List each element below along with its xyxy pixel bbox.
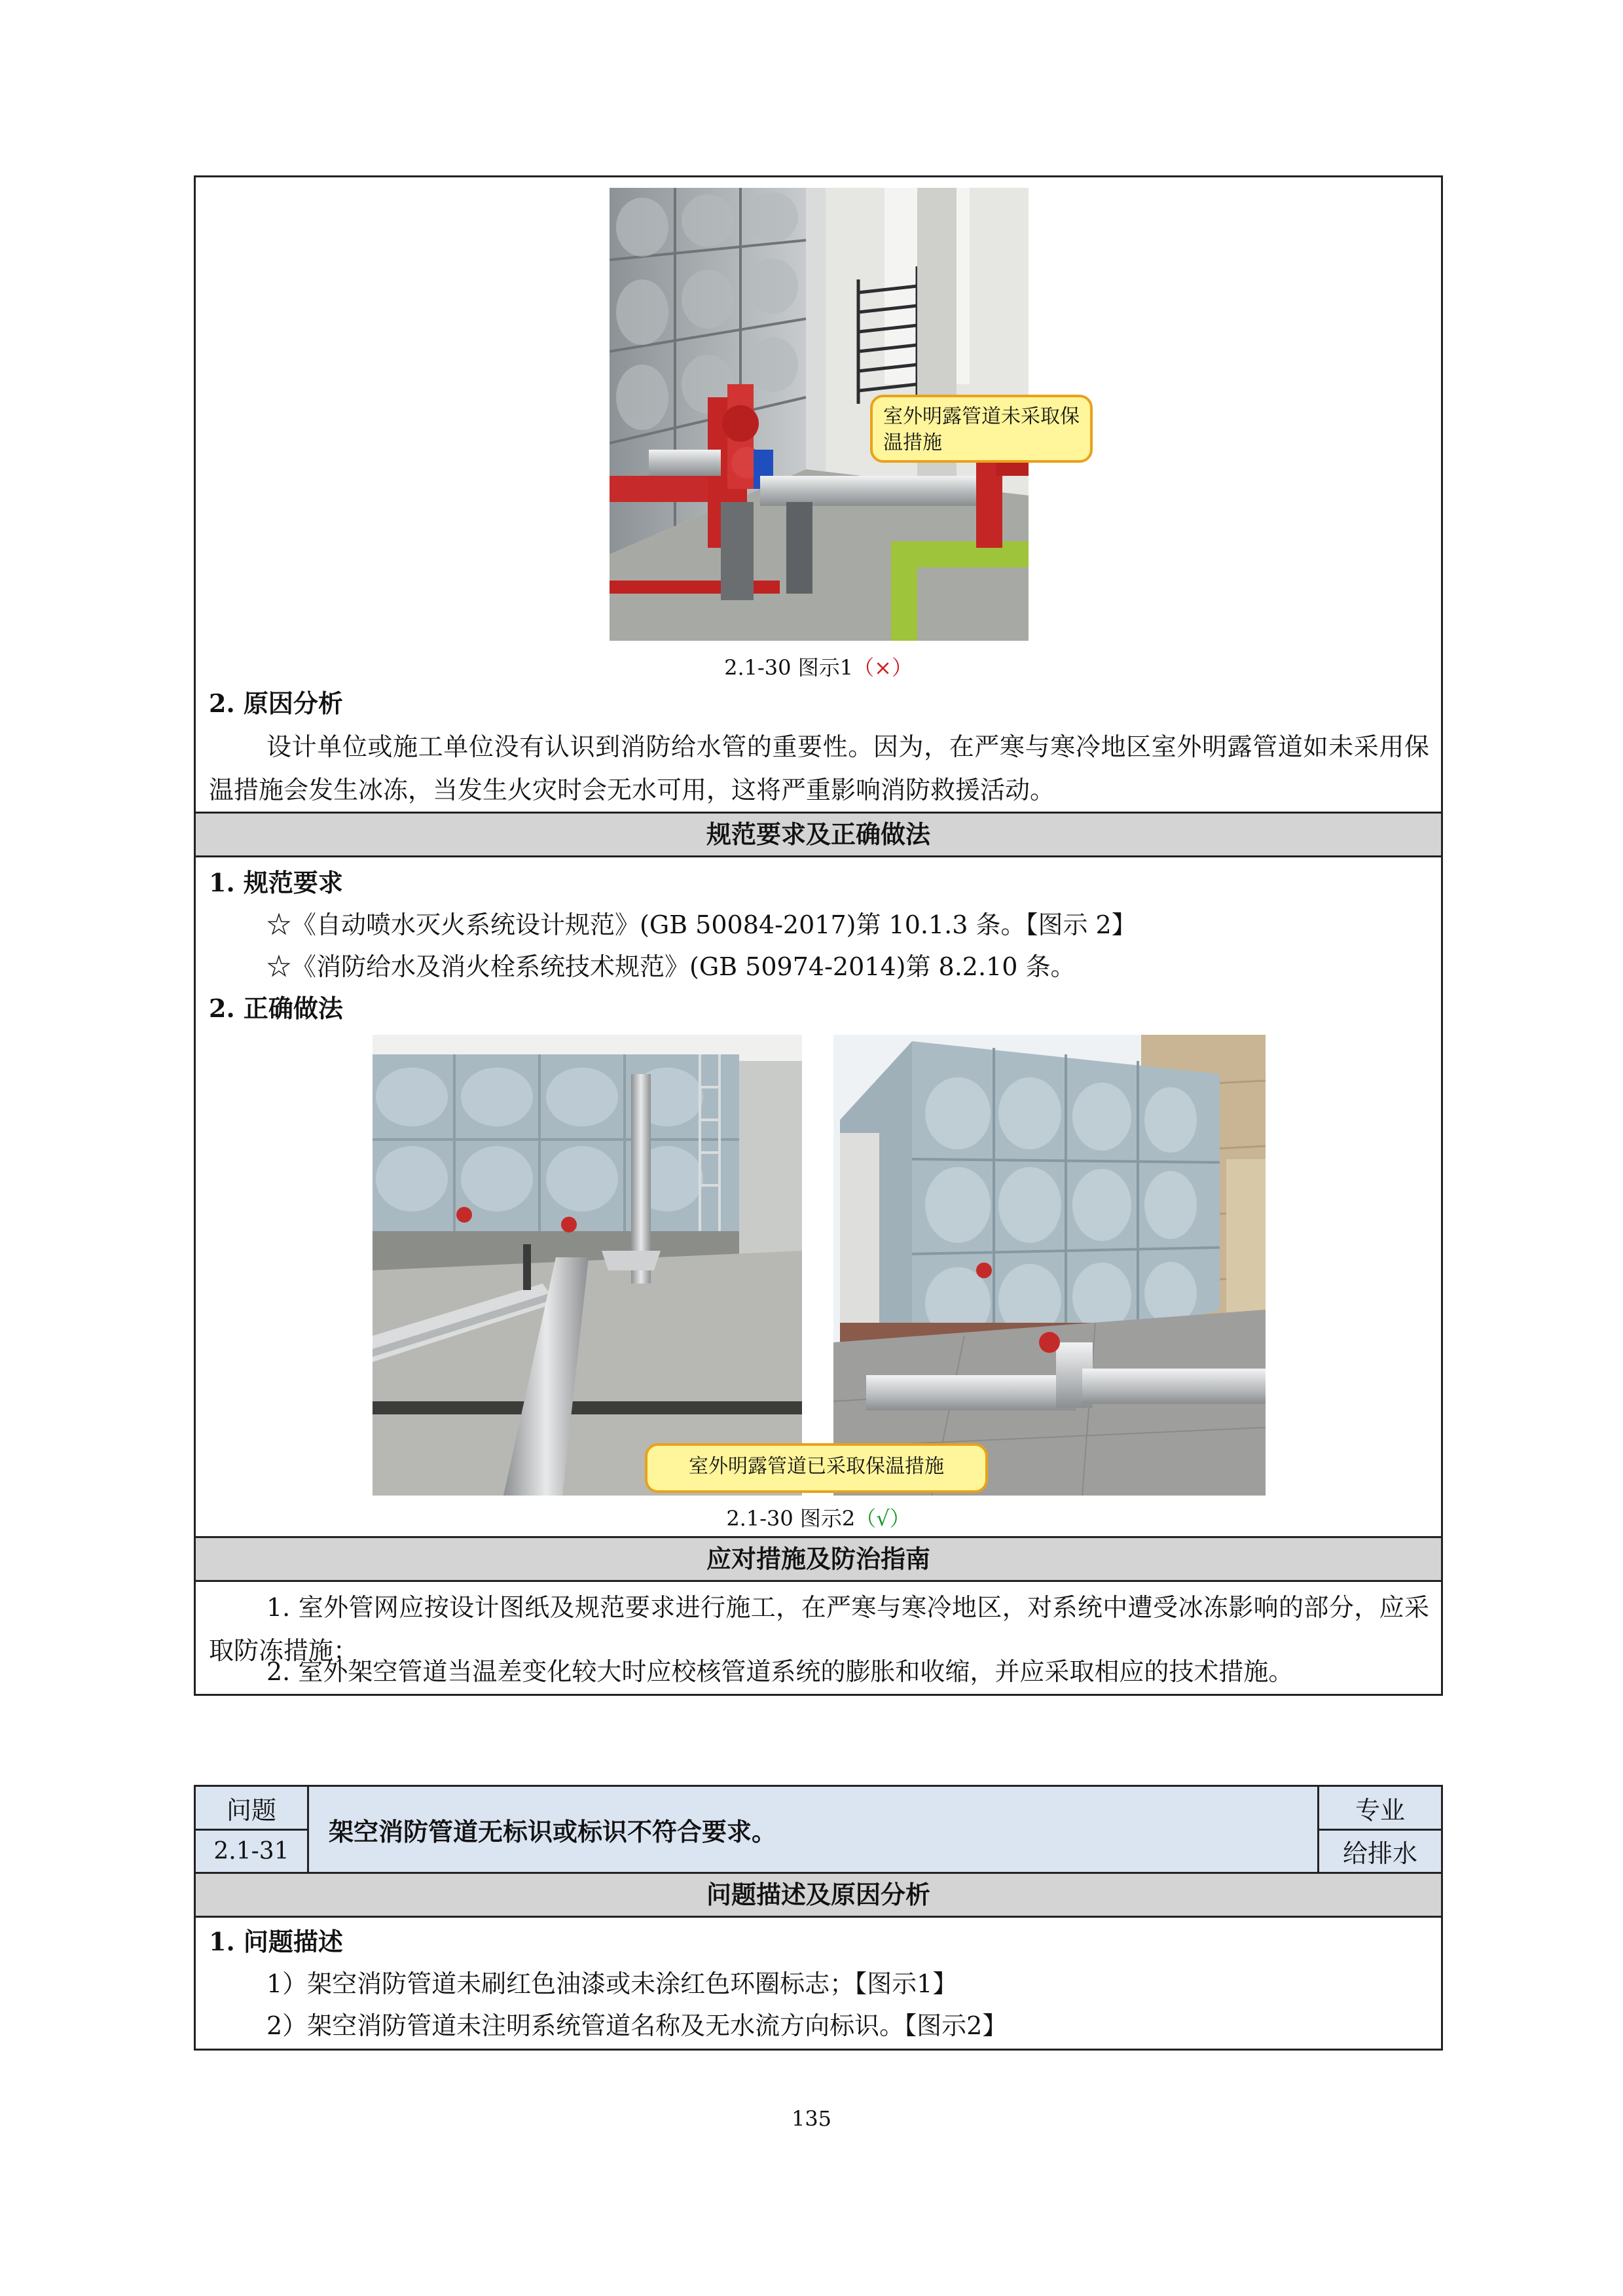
issue-number: 2.1-31 <box>213 1838 289 1865</box>
problem-block-2-1-30 <box>194 175 1443 1696</box>
correct-heading: 2. 正确做法 <box>209 994 343 1023</box>
desc-item-1: 1）架空消防管道未刷红色油漆或未涂红色环圈标志；【图示1】 <box>266 1969 958 1998</box>
measures-section-title: 应对措施及防治指南 <box>706 1544 930 1573</box>
figure2-caption-text: 2.1-30 图示2 <box>726 1506 856 1531</box>
spec-section-band <box>196 812 1441 857</box>
cause-heading: 2. 原因分析 <box>209 689 343 718</box>
figure2-correct-mark: （√） <box>855 1506 911 1531</box>
desc-section-band <box>196 1872 1441 1918</box>
issue-title: 架空消防管道无标识或标识不符合要求。 <box>329 1816 777 1846</box>
figure1-callout: 室外明露管道未采取保温措施 <box>870 395 1093 463</box>
desc-section-title: 问题描述及原因分析 <box>706 1880 930 1909</box>
figure1-caption <box>196 651 1441 681</box>
figure2-right-photo <box>833 1035 1266 1496</box>
desc-item-2: 2）架空消防管道未注明系统管道名称及无水流方向标识。【图示2】 <box>266 2011 1008 2040</box>
figure2-callout: 室外明露管道已采取保温措施 <box>645 1443 988 1493</box>
measure-2: 2. 室外架空管道当温差变化较大时应校核管道系统的膨胀和收缩，并应采取相应的技术措施。 <box>266 1657 1294 1686</box>
figure2-left-photo-illustration <box>373 1035 802 1496</box>
major-label: 专业 <box>1355 1795 1405 1825</box>
page-number: 135 <box>791 2106 832 2131</box>
figure1-wrong-mark: （×） <box>853 655 913 680</box>
measure-1: 1. 室外管网应按设计图纸及规范要求进行施工，在严寒与寒冷地区，对系统中遭受冰冻影响的部分，应采取防冻措施； <box>209 1593 1429 1665</box>
cause-text: 设计单位或施工单位没有认识到消防给水管的重要性。因为，在严寒与寒冷地区室外明露管道如未采用保温措施会发生冰冻，当发生火灾时会无水可用，这将严重影响消防救援活动。 <box>209 732 1429 804</box>
spec-item-1: ☆《自动喷水灭火系统设计规范》(GB 50084-2017)第 10.1.3 条。【图示 2】 <box>266 910 1137 939</box>
spec-section-title: 规范要求及正确做法 <box>706 819 930 849</box>
major-value: 给排水 <box>1342 1839 1417 1868</box>
figure2-caption <box>196 1502 1441 1532</box>
measures-section-band <box>196 1536 1441 1582</box>
desc-heading: 1. 问题描述 <box>209 1927 343 1956</box>
figure2-left-photo <box>373 1035 802 1496</box>
spec-heading: 1. 规范要求 <box>209 868 343 897</box>
problem-block-2-1-31 <box>194 1785 1443 2051</box>
issue-label: 问题 <box>226 1795 276 1825</box>
figure2-right-photo-illustration <box>833 1035 1266 1496</box>
spec-item-2: ☆《消防给水及消火栓系统技术规范》(GB 50974-2014)第 8.2.10 条。 <box>266 952 1076 981</box>
figure1-caption-text: 2.1-30 图示1 <box>724 655 854 680</box>
